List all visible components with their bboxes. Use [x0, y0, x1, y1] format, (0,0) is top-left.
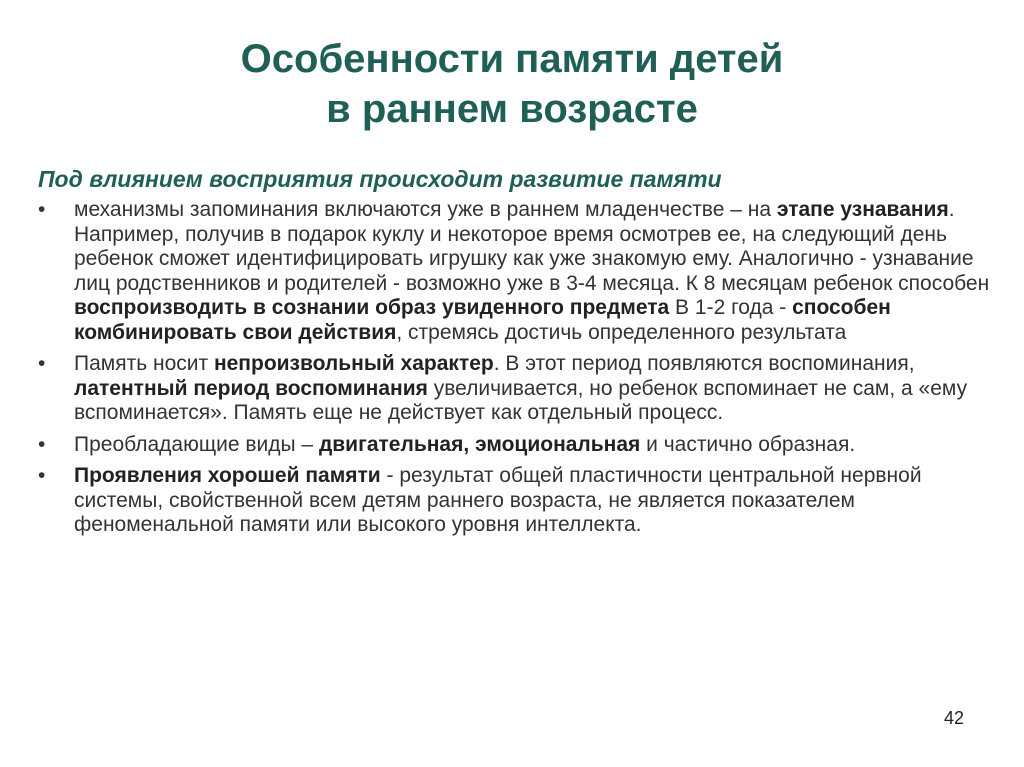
- bullet-text: , стремясь достичь определенного результата: [396, 320, 847, 344]
- bullet-emphasis-text: этапе узнавания: [776, 198, 949, 221]
- bullet-emphasis-text: латентный период воспоминания: [74, 376, 428, 400]
- bullet-marker: •: [38, 352, 46, 375]
- bullet-item-1: [38, 198, 998, 345]
- bullet-marker: •: [38, 432, 46, 456]
- bullet-emphasis-text: воспроизводить в сознании образ увиденного предмета: [74, 296, 670, 319]
- page-number: 42: [943, 708, 964, 728]
- bullet-item-2: [38, 352, 998, 426]
- bullet-text: . Например, получив в подарок куклу и некоторое время осмотрев ее, на следующий день ребенок сможет идентифицировать игрушку как уже знакомую ему. Аналогично - узнавание лиц родственников и родителей - возможно уже в 3-4 месяца. К 8 месяцам ребенок способен: [74, 198, 990, 295]
- slide-title-line-1: Особенности памяти детей: [240, 37, 784, 81]
- bullet-text: Память носит: [74, 352, 214, 375]
- bullet-text: и частично образная.: [640, 432, 856, 456]
- bullet-list: [38, 198, 998, 545]
- bullet-text: Преобладающие виды –: [74, 432, 319, 456]
- bullet-emphasis-text: способен комбинировать свои действия: [74, 296, 891, 344]
- bullet-emphasis-text: двигательная, эмоциональная: [318, 432, 641, 456]
- slide-title: [0, 34, 1024, 134]
- bullet-text: механизмы запоминания включаются уже в раннем младенчестве – на: [74, 198, 777, 221]
- bullet-marker: •: [38, 464, 46, 487]
- slide-title-line-2: в раннем возрасте: [326, 87, 698, 131]
- bullet-text: . В этот период появляются воспоминания,: [493, 352, 915, 375]
- bullet-item-4: [38, 464, 998, 538]
- bullet-item-3: [38, 433, 998, 458]
- bullet-emphasis-text: Проявления хорошей памяти: [74, 464, 381, 487]
- bullet-marker: •: [38, 198, 46, 221]
- slide-subtitle: Под влиянием восприятия происходит развитие памяти: [38, 166, 722, 192]
- bullet-text: В 1-2 года -: [669, 296, 793, 319]
- bullet-text: увеличивается, но ребенок вспоминает не сам, а «ему вспоминается». Память еще не действует как отдельный процесс.: [74, 376, 968, 424]
- bullet-text: - результат общей пластичности центральной нервной системы, свойственной всем детям раннего возраста, не является показателем феноменальной памяти или высокого уровня интеллекта.: [74, 464, 922, 536]
- bullet-emphasis-text: непроизвольный характер: [213, 352, 494, 375]
